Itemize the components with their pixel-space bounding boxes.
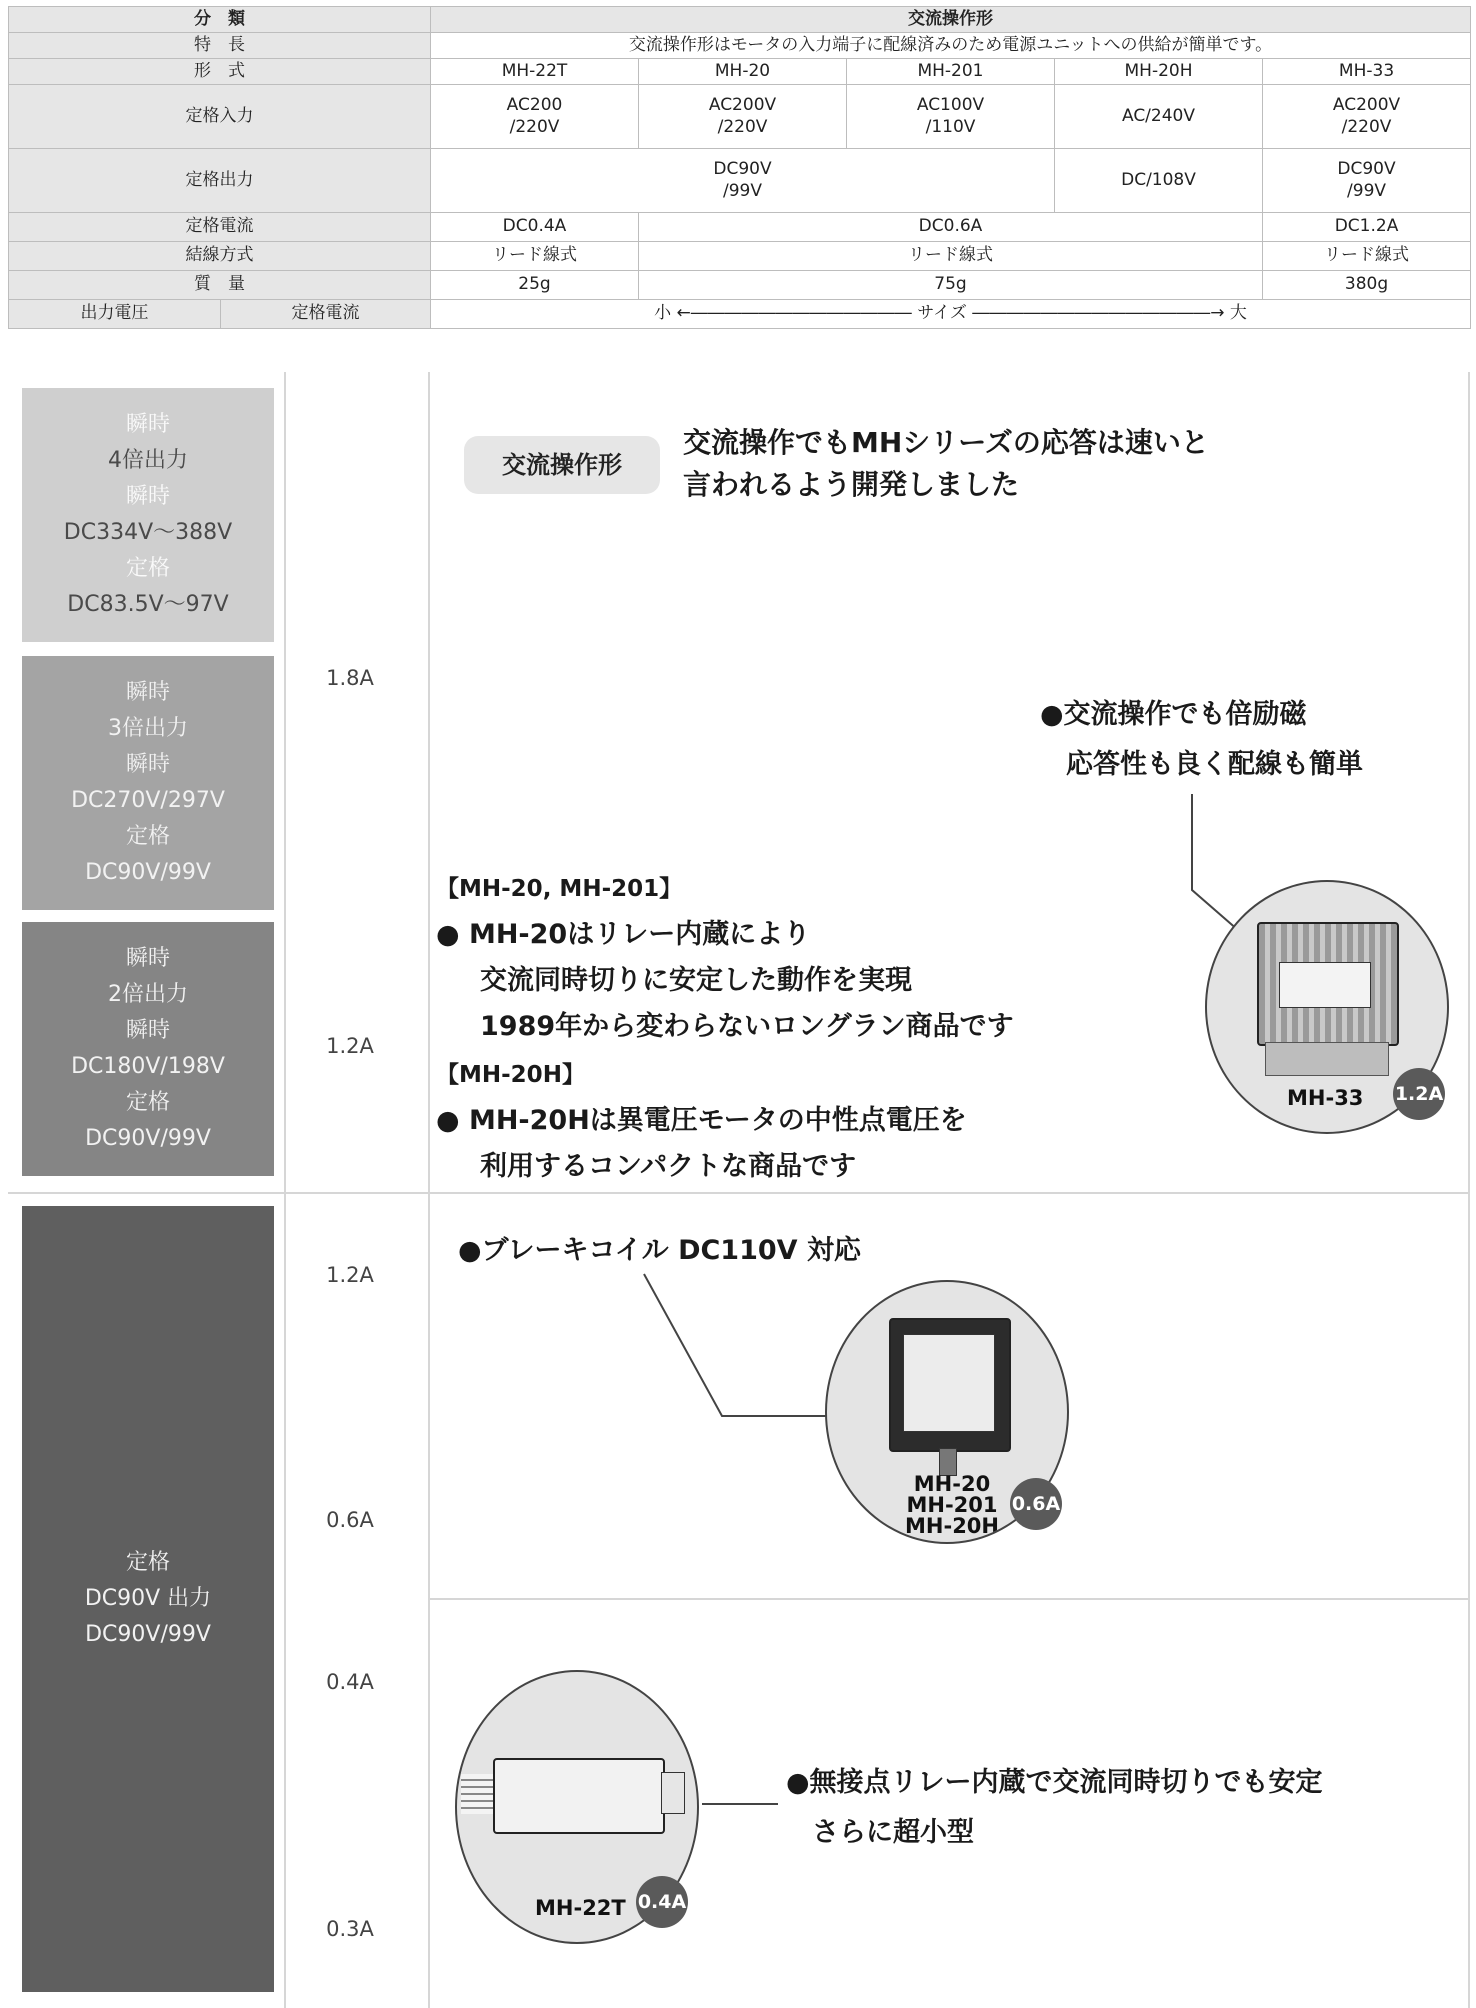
feature-label: 特 長 bbox=[9, 33, 431, 59]
output-box-4x: 瞬時 4倍出力 瞬時 DC334V～388V 定格 DC83.5V～97V bbox=[22, 388, 274, 642]
mass-label: 質 量 bbox=[9, 271, 431, 300]
current-label: 0.4A bbox=[326, 1670, 374, 1694]
wiring-mid: リード線式 bbox=[639, 242, 1263, 271]
mh22t-note: ●無接点リレー内蔵で交流同時切りでも安定 さらに超小型 bbox=[786, 1767, 1323, 1848]
rated-current-mid: DC0.6A bbox=[639, 213, 1263, 242]
rated-output-label: 定格出力 bbox=[9, 149, 431, 213]
grid-line bbox=[8, 1192, 1470, 1194]
mh20-description: 【MH-20, MH-201】 ● MH-20はリレー内蔵により 交流同時切りに安定した動作を実現 1989年から変わらないロングラン商品です 【MH-20H】 ● MH-20Hは異電圧モータの中性点電圧を 利用するコンパクトな商品です bbox=[436, 876, 1014, 1182]
wiring-label: 結線方式 bbox=[9, 242, 431, 271]
rated-current-mh33: DC1.2A bbox=[1263, 213, 1471, 242]
mh22t-device-icon bbox=[493, 1758, 665, 1834]
mh22t-lead-wires bbox=[461, 1774, 497, 1814]
rated-input-cell: AC200V /220V bbox=[1263, 85, 1471, 149]
rated-input-cell: AC200V /220V bbox=[639, 85, 847, 149]
model-cell: MH-22T bbox=[431, 59, 639, 85]
output-voltage-label: 出力電圧 bbox=[9, 300, 221, 329]
current-label: 1.2A bbox=[326, 1263, 374, 1287]
rated-current-col-label: 定格電流 bbox=[221, 300, 431, 329]
rated-output-mh33: DC90V /99V bbox=[1263, 149, 1471, 213]
mh22t-model-label: MH-22T bbox=[535, 1896, 626, 1920]
rated-input-label: 定格入力 bbox=[9, 85, 431, 149]
headline: 交流操作でもMHシリーズの応答は速いと 言われるよう開発しました bbox=[683, 426, 1209, 501]
type-tag: 交流操作形 bbox=[464, 436, 660, 494]
mh20-current-badge: 0.6A bbox=[1010, 1478, 1062, 1530]
model-label: 形 式 bbox=[9, 59, 431, 85]
mh33-base-plate bbox=[1265, 1042, 1389, 1076]
mh20-model-labels: MH-20 MH-201 MH-20H bbox=[905, 1472, 999, 1538]
mh33-label-plate bbox=[1279, 962, 1371, 1008]
grid-line bbox=[428, 372, 430, 2008]
grid-line bbox=[1468, 372, 1470, 2008]
current-label: 0.3A bbox=[326, 1917, 374, 1941]
output-box-3x: 瞬時 3倍出力 瞬時 DC270V/297V 定格 DC90V/99V bbox=[22, 656, 274, 910]
size-scale: 小 ←――――――――――――― サイズ ――――――――――――――→ 大 bbox=[431, 300, 1471, 329]
current-label: 1.2A bbox=[326, 1034, 374, 1058]
rated-input-cell: AC100V /110V bbox=[847, 85, 1055, 149]
category-value: 交流操作形 bbox=[431, 7, 1471, 33]
rated-current-mh22t: DC0.4A bbox=[431, 213, 639, 242]
rated-input-cell: AC200 /220V bbox=[431, 85, 639, 149]
brake-note: ●ブレーキコイル DC110V 対応 bbox=[458, 1235, 861, 1266]
spec-table bbox=[8, 6, 1471, 329]
model-cell: MH-20 bbox=[639, 59, 847, 85]
mh33-note: ●交流操作でも倍励磁 応答性も良く配線も簡単 bbox=[1040, 699, 1363, 780]
rated-current-label: 定格電流 bbox=[9, 213, 431, 242]
grid-line bbox=[284, 372, 286, 2008]
category-label: 分 類 bbox=[9, 7, 431, 33]
mh33-current-badge: 1.2A bbox=[1393, 1068, 1445, 1120]
current-label: 0.6A bbox=[326, 1508, 374, 1532]
model-cell: MH-201 bbox=[847, 59, 1055, 85]
wiring-mh33: リード線式 bbox=[1263, 242, 1471, 271]
rated-input-cell: AC/240V bbox=[1055, 85, 1263, 149]
mass-mh33: 380g bbox=[1263, 271, 1471, 300]
mh22t-current-badge: 0.4A bbox=[636, 1876, 688, 1928]
rated-output-mh20h: DC/108V bbox=[1055, 149, 1263, 213]
output-box-2x: 瞬時 2倍出力 瞬時 DC180V/198V 定格 DC90V/99V bbox=[22, 922, 274, 1176]
current-label: 1.8A bbox=[326, 666, 374, 690]
mh22t-leader-line bbox=[700, 1800, 780, 1810]
mass-mid: 75g bbox=[639, 271, 1263, 300]
wiring-mh22t: リード線式 bbox=[431, 242, 639, 271]
feature-value: 交流操作形はモータの入力端子に配線済みのため電源ユニットへの供給が簡単です。 bbox=[431, 33, 1471, 59]
output-box-rated: 定格 DC90V 出力 DC90V/99V bbox=[22, 1206, 274, 1992]
mh33-model-label: MH-33 bbox=[1287, 1086, 1364, 1110]
model-cell: MH-33 bbox=[1263, 59, 1471, 85]
mh20-label-plate bbox=[903, 1334, 995, 1432]
model-cell: MH-20H bbox=[1055, 59, 1263, 85]
mass-mh22t: 25g bbox=[431, 271, 639, 300]
mh22t-mount-tab bbox=[661, 1772, 685, 1814]
grid-line bbox=[428, 1598, 1470, 1600]
rated-output-main: DC90V /99V bbox=[431, 149, 1055, 213]
